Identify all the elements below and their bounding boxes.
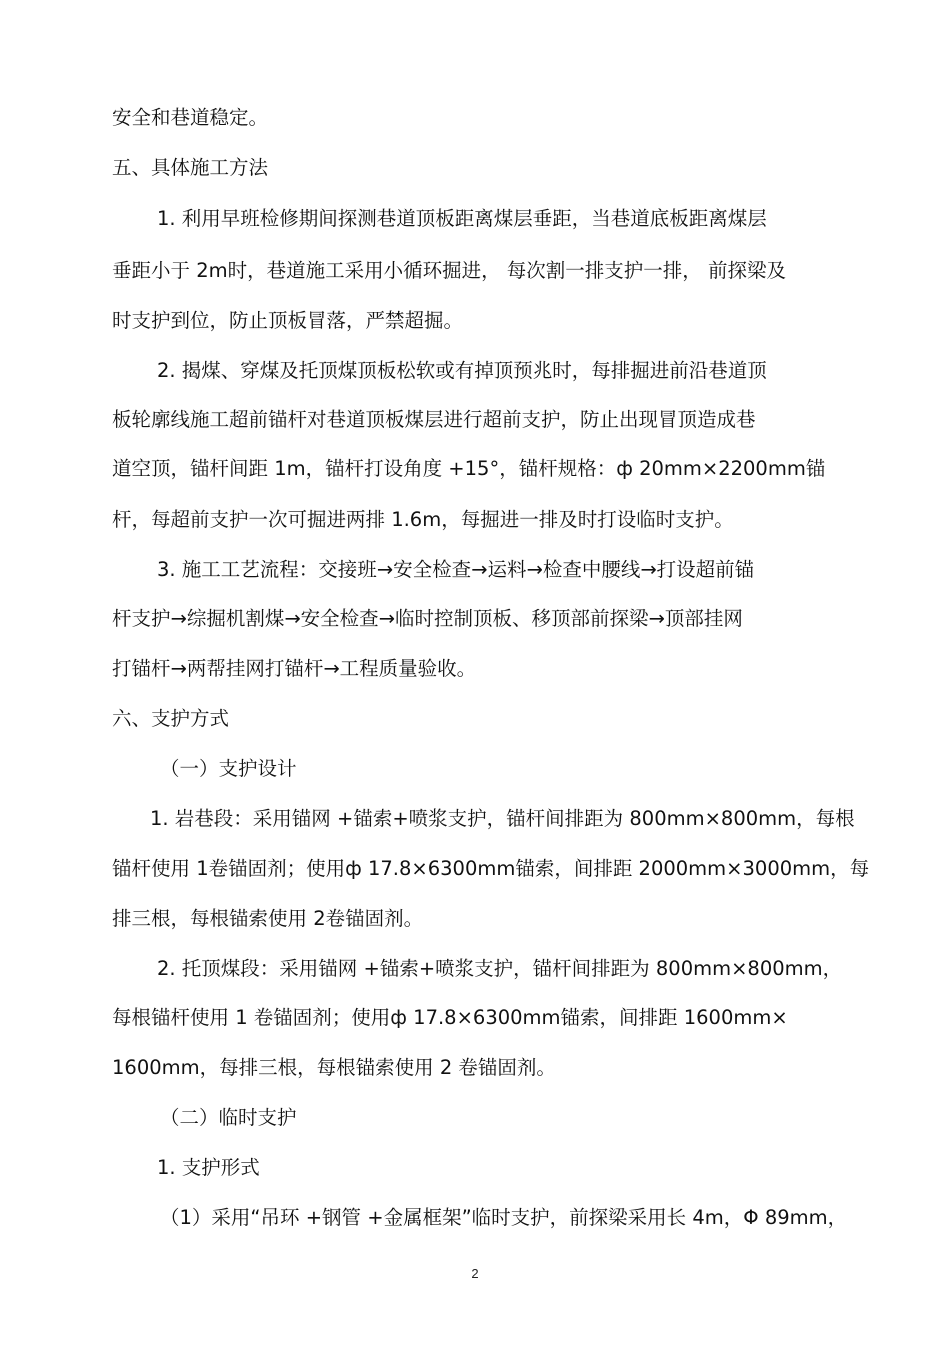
text-line: 2. 揭煤、穿煤及托顶煤顶板松软或有掉顶预兆时，每排掘进前沿巷道顶 [157, 359, 767, 382]
text-line: 打锚杆→两帮挂网打锚杆→工程质量验收。 [112, 657, 477, 680]
section-heading: 六、支护方式 [112, 707, 230, 730]
subsection-heading: （二）临时支护 [160, 1106, 297, 1129]
text-line: 1. 支护形式 [157, 1156, 260, 1179]
text-line: 垂距小于 2m时，巷道施工采用小循环掘进， 每次割一排支护一排， 前探梁及 [112, 259, 786, 282]
text-line: 排三根，每根锚索使用 2卷锚固剂。 [112, 907, 424, 930]
text-line: 板轮廓线施工超前锚杆对巷道顶板煤层进行超前支护，防止出现冒顶造成巷 [112, 408, 756, 431]
text-line: 杆支护→综掘机割煤→安全检查→临时控制顶板、移顶部前探梁→顶部挂网 [112, 607, 743, 630]
page-number: 2 [471, 1266, 479, 1281]
text-line: 安全和巷道稳定。 [112, 106, 269, 129]
text-line: 2. 托顶煤段：采用锚网 +锚索+喷浆支护，锚杆间排距为 800mm×800mm， [157, 957, 843, 980]
text-line: 1600mm，每排三根，每根锚索使用 2 卷锚固剂。 [112, 1056, 556, 1079]
text-line: 道空顶，锚杆间距 1m，锚杆打设角度 +15°，锚杆规格：ф 20mm×2200mm锚 [112, 457, 826, 480]
text-line: 1. 利用早班检修期间探测巷道顶板距离煤层垂距，当巷道底板距离煤层 [157, 207, 767, 230]
subsection-heading: （一）支护设计 [160, 757, 297, 780]
text-line: 每根锚杆使用 1 卷锚固剂；使用ф 17.8×6300mm锚索，间排距 1600mm× [112, 1006, 788, 1029]
text-line: 1. 岩巷段：采用锚网 +锚索+喷浆支护，锚杆间排距为 800mm×800mm，每根 [150, 807, 855, 830]
text-line: 锚杆使用 1卷锚固剂；使用ф 17.8×6300mm锚索，间排距 2000mm×3000mm，每 [112, 857, 870, 880]
text-line: （1）采用“吊环 +钢管 +金属框架”临时支护，前探梁采用长 4m，Φ 89mm， [160, 1206, 848, 1229]
text-line: 3. 施工工艺流程：交接班→安全检查→运料→检查中腰线→打设超前锚 [157, 558, 755, 581]
section-heading: 五、具体施工方法 [112, 156, 269, 179]
text-line: 时支护到位，防止顶板冒落，严禁超掘。 [112, 309, 464, 332]
text-line: 杆，每超前支护一次可掘进两排 1.6m，每掘进一排及时打设临时支护。 [112, 508, 734, 531]
